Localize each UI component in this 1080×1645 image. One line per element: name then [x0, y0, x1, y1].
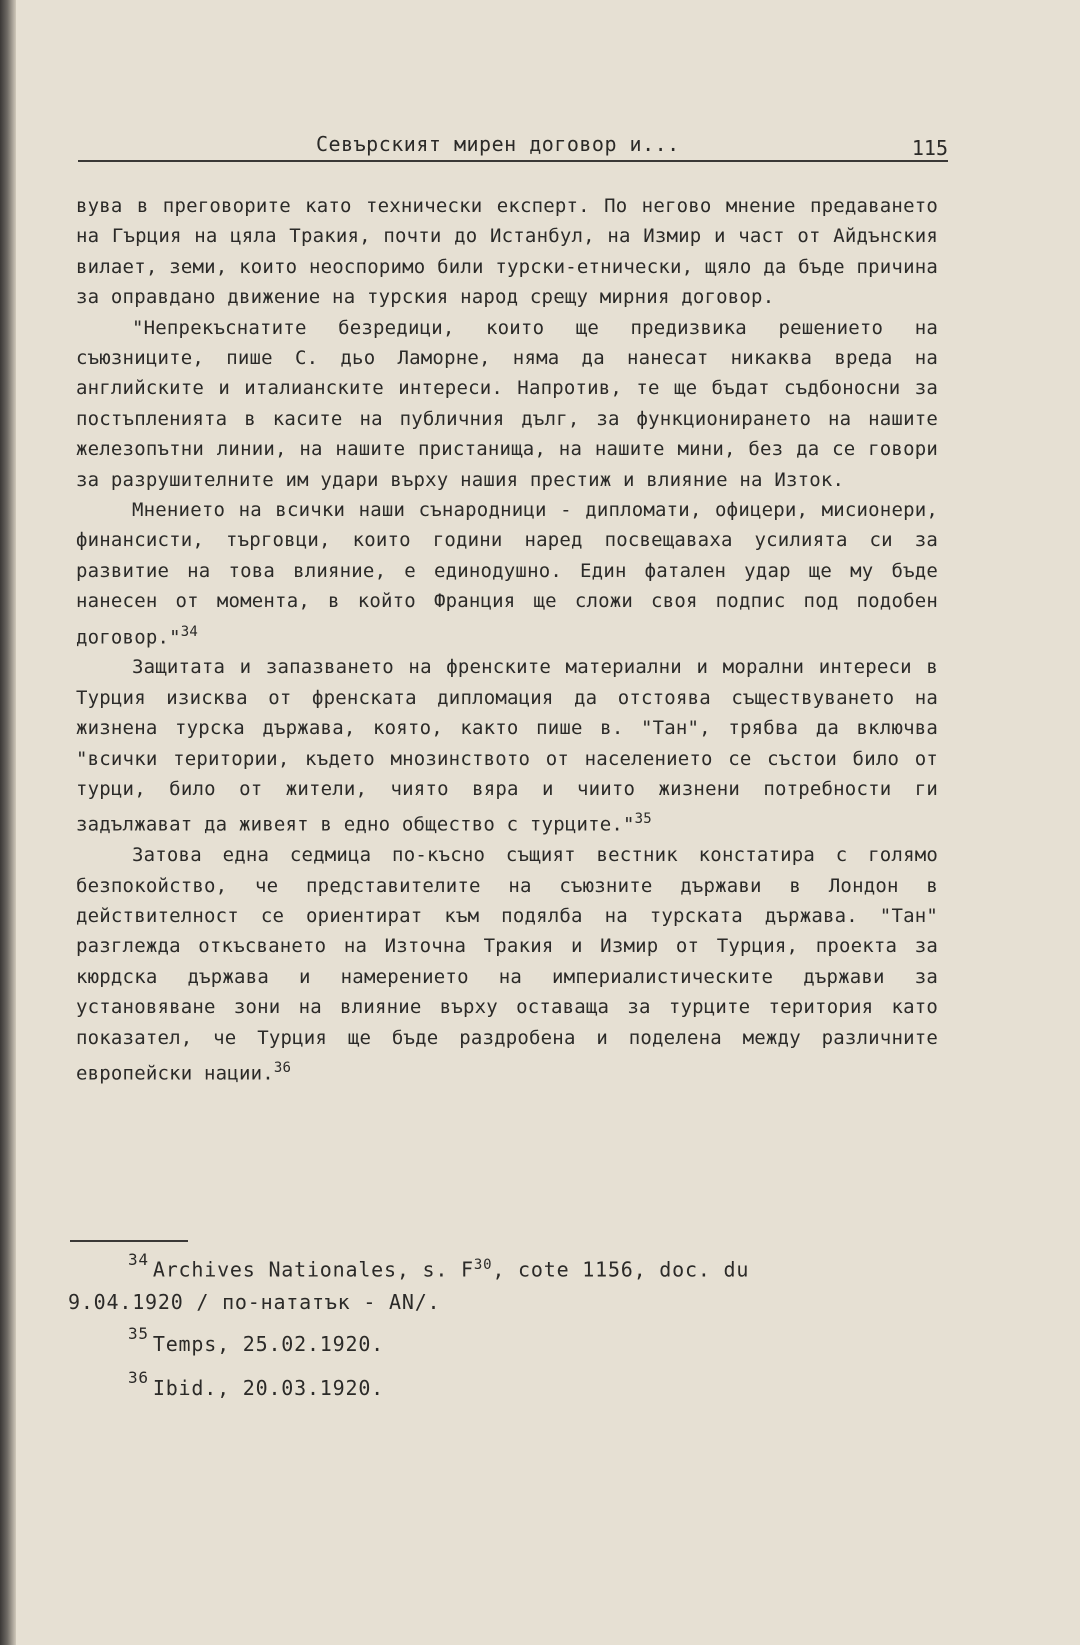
header-rule — [78, 160, 948, 162]
running-title: Севърският мирен договор и... — [316, 132, 680, 156]
paragraph: Защитата и запазването на френските материални и морални интереси в Турция изисква от френската дипломация да отстоява съществуването на жизнена турска държава, която, както пише в. "Тан", трябва да включва "всички територии, където мнозинството от населението се състои било от турци, било от жители, чиято вяра и чиито жизнени потребности ги задължават да живеят в едно общество с турците."$^{35}$ — [76, 656, 938, 836]
paragraph: Мнението на всички наши сънародници - дипломати, офицери, мисионери, финансисти, търговци, които години наред посвещаваха усилията си за развитие на това влияние, е единодушно. Един фатален удар ще му бъде нанесен от момента, в който Франция ще сложи своя подпис под подобен договор."$^{34}$ — [76, 499, 938, 649]
main-text — [76, 191, 938, 1089]
paragraph: "Непрекъснатите безредици, които ще предизвика решението на съюзниците, пише С. дьо Ламорне, няма да нанесат никаква вреда на английските и италианските интереси. Напротив, те ще бъдат съдбоносни за постъпленията в касите на публичния дълг, за функционирането на нашите железопътни линии, на нашите пристанища, на нашите мини, без да се говори за разрушителните им удари върху нашия престиж и влияние на Изток. — [76, 316, 938, 491]
footnote-ref: 36 — [273, 1060, 292, 1077]
footnote-ref: 35 — [634, 811, 652, 828]
footnotes — [68, 1250, 948, 1417]
paragraph: Затова една седмица по-късно същият вестник констатира с голямо безпокойство, че представителите на съюзните държави в Лондон в действителност се ориентират към подялба на турската държава. "Тан" разглежда откъсването на Източна Тракия и Измир от Турция, проекта за кюрдска държава и намерението на империалистическите държави за установяване зони на влияние върху оставаща за турците територия като показател, че Турция ще бъде раздробена и поделена между различните европейски нации.$^{36}$ — [76, 844, 938, 1085]
page-header — [78, 132, 948, 162]
footnote-number: 35 — [128, 1323, 149, 1343]
footnote-34: $^{34}$ Archives Nationales, s. $F^{30}$, cote 1156, doc. du 9.04.1920 / по-нататък - AN/. — [68, 1249, 750, 1314]
book-binding-edge — [0, 0, 16, 1645]
footnote-35: $^{35}$ Temps, 25.02.1920. — [128, 1323, 385, 1356]
paragraph: вува в преговорите като технически експерт. По негово мнение предаването на Гърция на цяла Тракия, почти до Истанбул, на Измир и част от Айдънския вилает, земи, които неоспоримо били турски-етнически, щяло да бъде причина за оправдано движение на турския народ срещу мирния договор. — [76, 195, 938, 309]
footnote-number: 36 — [128, 1367, 149, 1387]
footnote-ref: 34 — [180, 623, 199, 640]
footnote-number: 34 — [128, 1249, 149, 1269]
footnote-36: $^{36}$ Ibid., 20.03.1920. — [128, 1367, 385, 1400]
footnote-rule — [70, 1240, 188, 1242]
page-number: 115 — [911, 136, 948, 160]
